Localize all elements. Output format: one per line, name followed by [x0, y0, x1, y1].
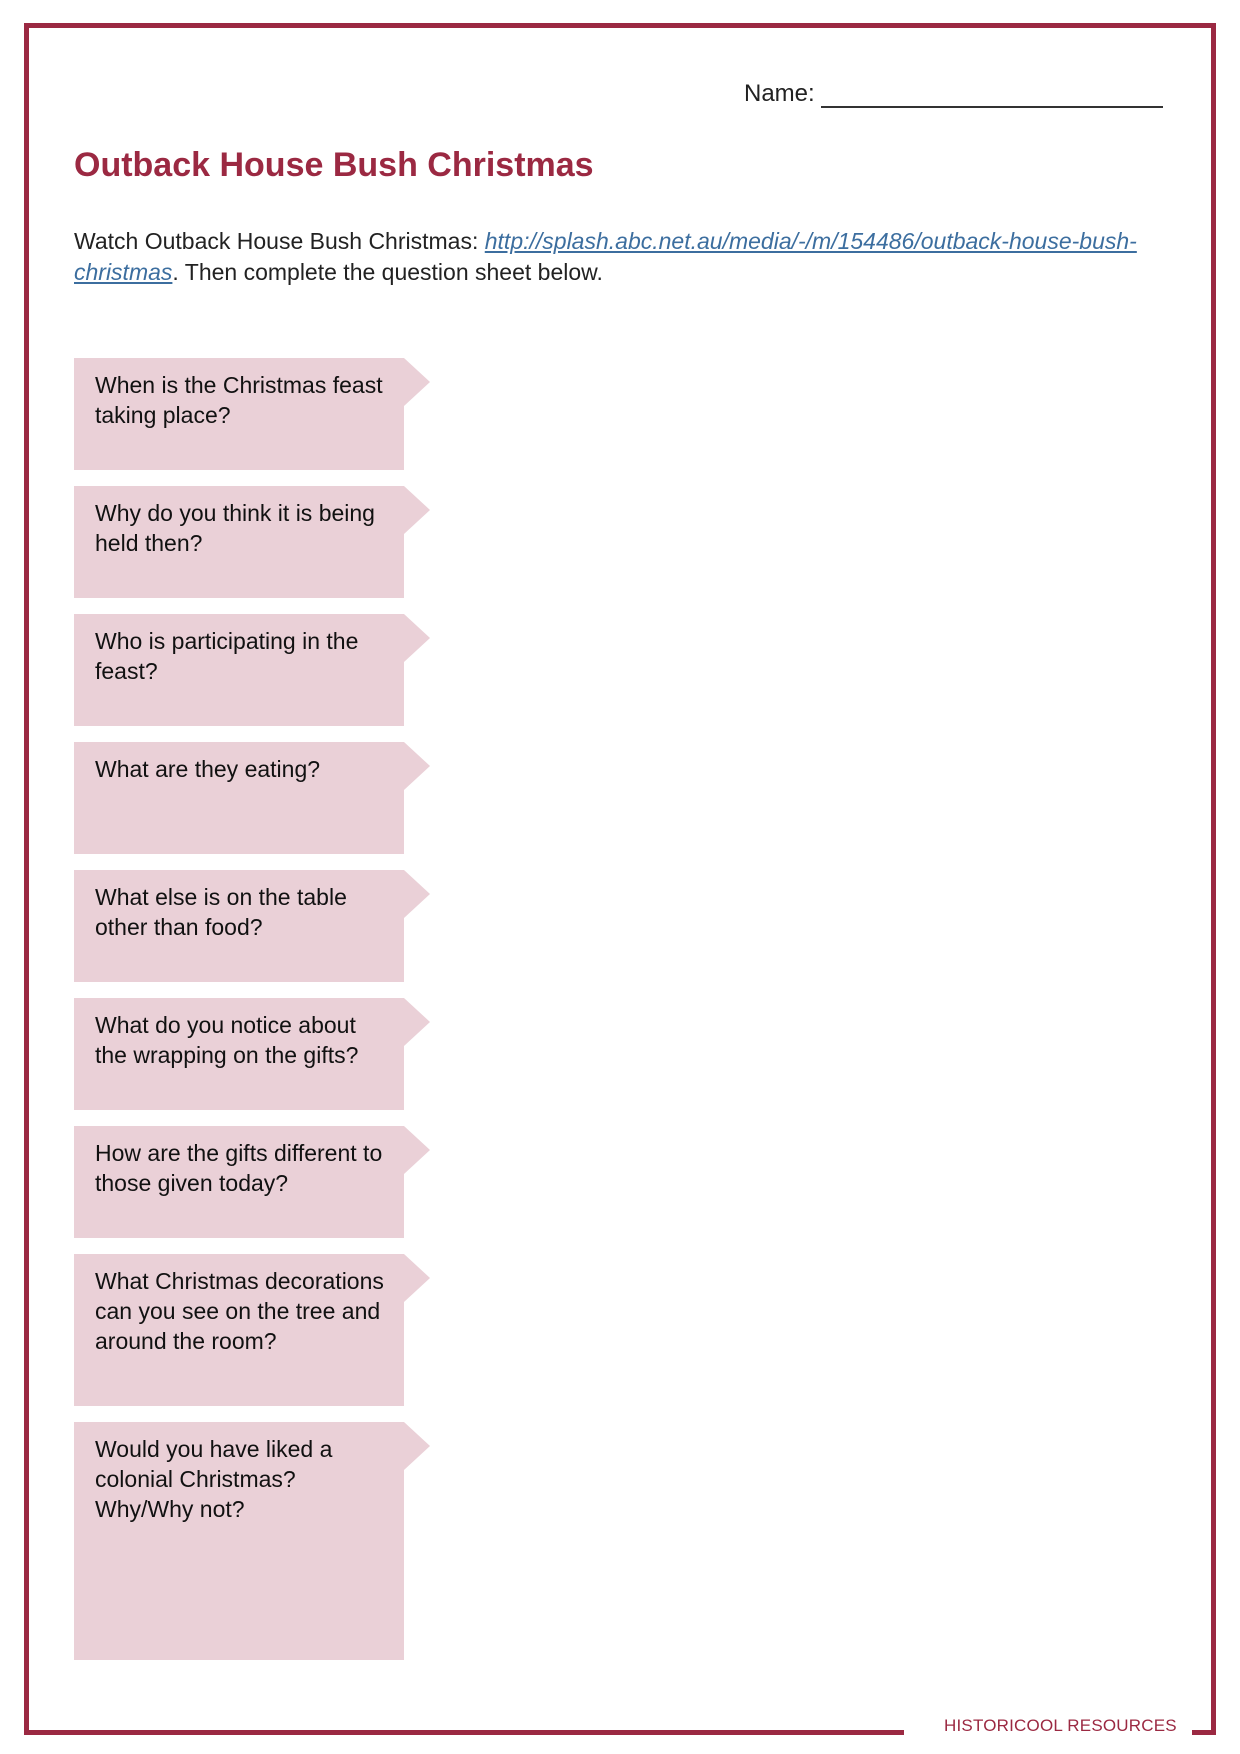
question-text: Would you have liked a colonial Christmas? Why/Why not? — [95, 1436, 333, 1522]
intro-prefix: Watch Outback House Bush Christmas: — [74, 228, 485, 254]
question-text: When is the Christmas feast taking place? — [95, 372, 383, 428]
page-border-bottom-right — [1192, 1730, 1216, 1735]
question-card — [74, 870, 404, 982]
question-text: What are they eating? — [95, 756, 321, 782]
question-list — [74, 358, 430, 1676]
question-card — [74, 998, 404, 1110]
page-border-bottom-left — [24, 1730, 904, 1735]
question-text: How are the gifts different to those given today? — [95, 1140, 383, 1196]
question-card — [74, 614, 404, 726]
question-card — [74, 358, 404, 470]
name-input-line[interactable] — [821, 82, 1163, 108]
question-card — [74, 1126, 404, 1238]
question-text: Why do you think it is being held then? — [95, 500, 375, 556]
name-field-row — [744, 80, 1163, 108]
question-card — [74, 1422, 404, 1660]
question-card — [74, 1254, 404, 1406]
name-label: Name: — [744, 80, 815, 107]
footer-brand: HISTORICOOL RESOURCES — [944, 1716, 1177, 1735]
page-border-left — [24, 23, 29, 1735]
question-text: What Christmas decorations can you see on the tree and around the room? — [95, 1268, 384, 1354]
question-text: Who is participating in the feast? — [95, 628, 359, 684]
video-link[interactable]: http://splash.abc.net.au/media/-/m/154486/outback-house-bush-christmas — [74, 228, 1137, 285]
page-title: Outback House Bush Christmas — [74, 146, 594, 184]
intro-suffix: . Then complete the question sheet below. — [172, 259, 603, 285]
page-border-top — [24, 23, 1216, 28]
question-text: What do you notice about the wrapping on the gifts? — [95, 1012, 359, 1068]
question-text: What else is on the table other than food? — [95, 884, 347, 940]
intro-paragraph — [74, 226, 1154, 288]
question-card — [74, 486, 404, 598]
page-border-right — [1211, 23, 1216, 1735]
question-card — [74, 742, 404, 854]
